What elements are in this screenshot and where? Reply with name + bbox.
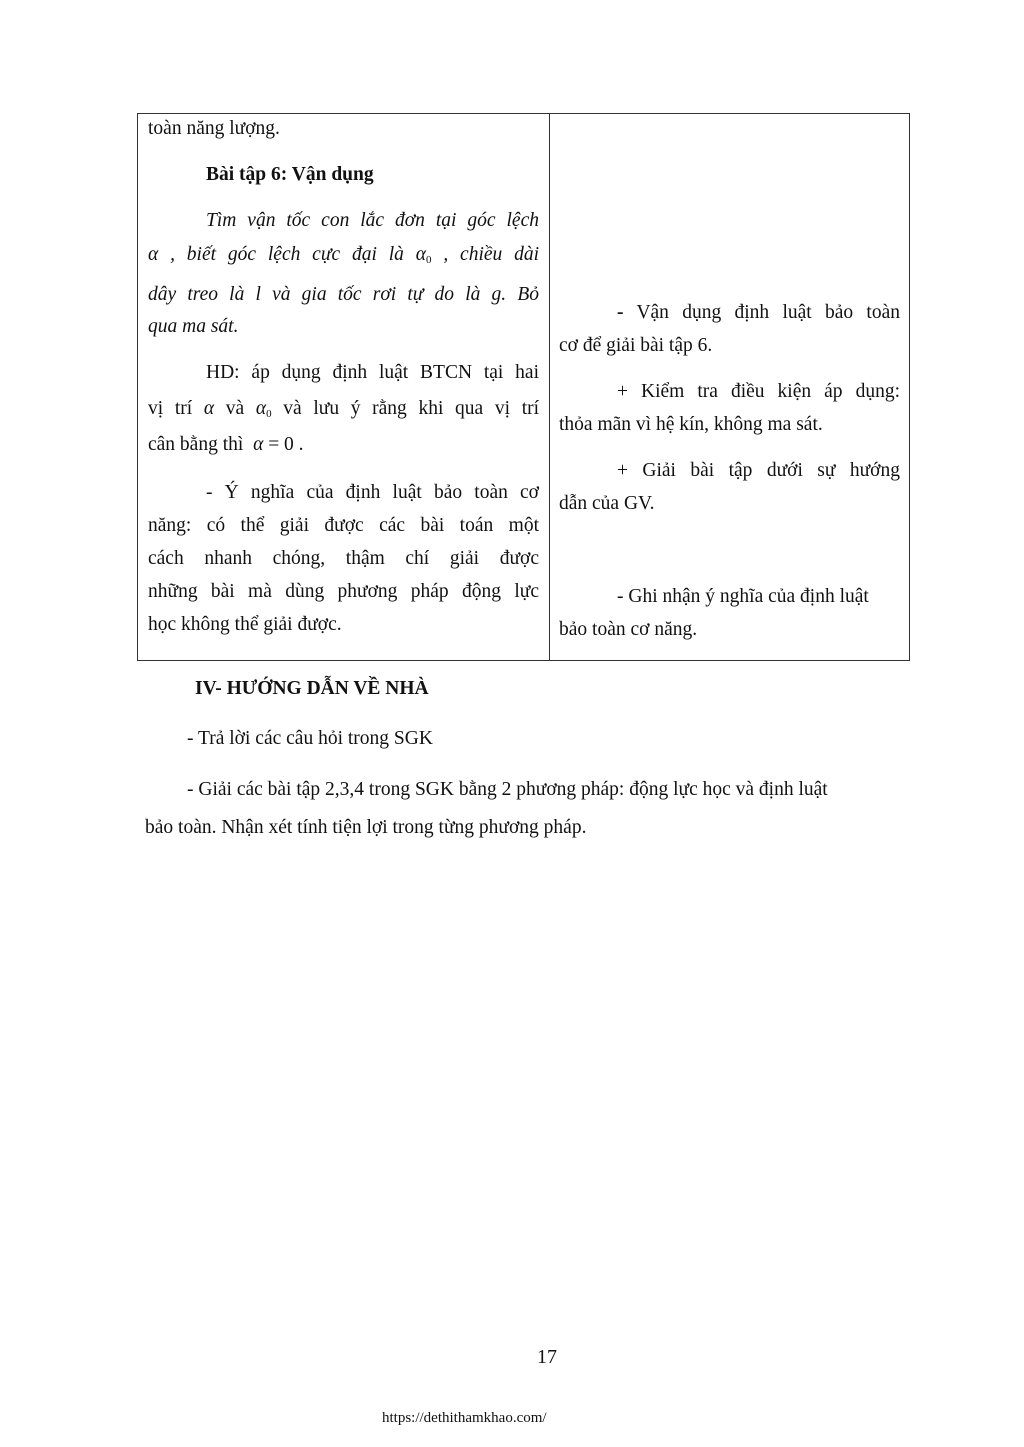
- meaning-line: - Ý nghĩa của định luật bảo toàn cơ: [206, 482, 539, 503]
- section-heading: IV- HƯỚNG DẪN VỀ NHÀ: [195, 678, 429, 699]
- activity-line: thỏa mãn vì hệ kín, không ma sát.: [559, 414, 823, 435]
- exercise-line: α , biết góc lệch cực đại là $\alpha_0$ , chiều dài: [148, 244, 540, 266]
- hint-line: HD: áp dụng định luật BTCN tại hai: [206, 362, 539, 383]
- activity-line: cơ để giải bài tập 6.: [559, 335, 713, 356]
- meaning-line: những bài mà dùng phương pháp động lực: [148, 581, 539, 602]
- meaning-line: học không thể giải được.: [148, 614, 342, 635]
- activity-line: - Vận dụng định luật bảo toàn: [617, 302, 900, 323]
- exercise-line: Tìm vận tốc con lắc đơn tại góc lệch: [206, 210, 539, 231]
- lesson-table: [137, 113, 910, 661]
- activity-line: dẫn của GV.: [559, 493, 655, 514]
- alpha0-symbol: $\alpha_0$: [255, 398, 272, 420]
- meaning-line: cách nhanh chóng, thậm chí giải được: [148, 548, 539, 569]
- activity-line: + Giải bài tập dưới sự hướng: [617, 460, 900, 481]
- text-line: toàn năng lượng.: [148, 118, 280, 139]
- alpha-symbol: α: [148, 244, 159, 265]
- exercise-line: qua ma sát.: [148, 316, 239, 337]
- hint-line: cân bằng thì α = 0 .: [148, 434, 304, 455]
- activity-line: - Ghi nhận ý nghĩa của định luật: [617, 586, 869, 607]
- column-divider: [549, 114, 550, 660]
- page-number: 17: [537, 1346, 557, 1368]
- homework-item: - Trả lời các câu hỏi trong SGK: [187, 728, 433, 749]
- hint-line: vị trí α và $\alpha_0$ và lưu ý rằng khi qua vị trí: [148, 398, 540, 420]
- activity-line: + Kiểm tra điều kiện áp dụng:: [617, 381, 900, 402]
- exercise-title: Bài tập 6: Vận dụng: [206, 164, 374, 185]
- alpha-symbol: α: [203, 398, 215, 419]
- footer-url: https://dethithamkhao.com/: [382, 1410, 547, 1426]
- homework-item: - Giải các bài tập 2,3,4 trong SGK bằng 2 phương pháp: động lực học và định luật: [187, 779, 828, 800]
- activity-line: bảo toàn cơ năng.: [559, 619, 698, 640]
- alpha0-symbol: $\alpha_0$: [415, 244, 432, 266]
- exercise-line: dây treo là l và gia tốc rơi tự do là g. Bỏ: [148, 284, 539, 305]
- homework-item-continued: bảo toàn. Nhận xét tính tiện lợi trong từng phương pháp.: [145, 817, 587, 838]
- alpha-symbol: α: [253, 434, 264, 455]
- meaning-line: năng: có thể giải được các bài toán một: [148, 515, 539, 536]
